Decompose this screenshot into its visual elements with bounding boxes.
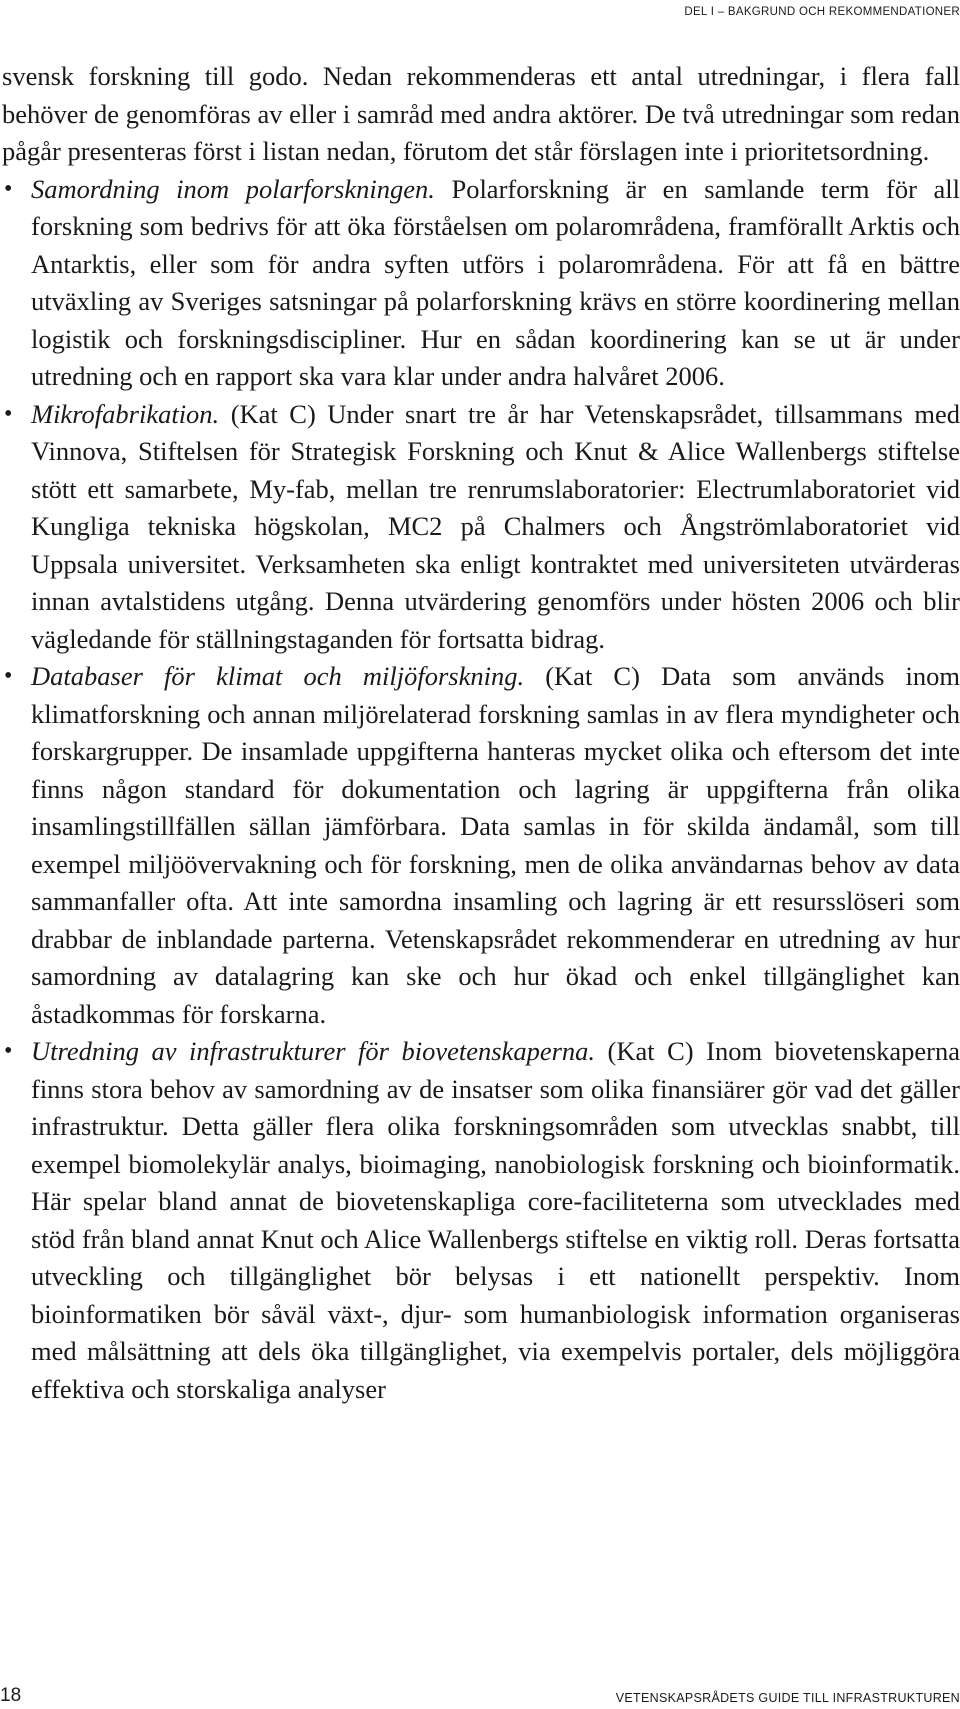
running-head: DEL I – BAKGRUND OCH REKOMMENDATIONER — [684, 6, 960, 18]
list-item-mikrofabrikation — [2, 396, 960, 659]
bullet-icon: • — [4, 663, 13, 689]
publication-title: VETENSKAPSRÅDETS GUIDE TILL INFRASTRUKTUREN — [615, 1691, 960, 1705]
bullet-icon: • — [4, 400, 13, 427]
item-lead: Mikrofabrikation. — [31, 398, 220, 429]
intro-paragraph: svensk forskning till godo. Nedan rekommenderas ett antal utredningar, i flera fall behöver de genomföras av eller i samråd med andra aktörer. De två utredningar som redan pågår presenteras först i listan nedan, förutom det står förslagen inte i prioritetsordning. — [2, 61, 960, 166]
bullet-icon: • — [4, 1038, 13, 1064]
page-number: 18 — [0, 1685, 22, 1706]
body-text — [2, 58, 960, 1408]
item-lead: Samordning inom polarforskningen. — [31, 173, 435, 204]
list-item-databaser — [2, 658, 960, 1033]
item-text: Polarforskning är en samlande term för all forskning som bedrivs för att öka förståelsen om polarområdena, framförallt Arktis och Antarktis, eller som för andra syften utförs i polarområdena. För att få en bättre utväxling av Sveriges satsningar på polarforskning krävs en större koordinering mellan logistik och forskningsdiscipliner. Hur en sådan koordinering kan se ut är under utredning och en rapport ska vara klar under andra halvåret 2006. — [31, 173, 960, 391]
list-item-polar — [2, 171, 960, 396]
list-item-biovetenskap — [2, 1033, 960, 1408]
bullet-icon: • — [4, 175, 13, 202]
item-text: (Kat C) Under snart tre år har Vetenskapsrådet, tillsammans med Vinnova, Stiftelsen för Strategisk Forskning och Knut & Alice Wallenbergs stiftelse stött ett samarbete, My-fab, mellan tre renrumslaboratorier: Electrumlaboratoriet vid Kungliga tekniska högskolan, MC2 på Chalmers och Ångströmlaboratoriet vid Uppsala universitet. Verksamheten ska enligt kontraktet med universiteten utvärderas innan avtalstidens utgång. Denna utvärdering genomförs under hösten 2006 och blir vägledande för ställningstaganden för fortsatta bidrag. — [31, 398, 960, 654]
item-text: (Kat C) Inom biovetenskaperna finns stora behov av samordning av de insatser som olika finansiärer gör vad det gäller infrastruktur. Detta gäller flera olika forskningsområden som utvecklas snabbt, till exempel biomolekylär analys, bioimaging, nanobiologisk forskning och bioinformatik. Här spelar bland annat de biovetenskapliga core-faciliteterna som utvecklades med stöd från bland annat Knut och Alice Wallenbergs stiftelse en viktig roll. Deras fortsatta utveckling och tillgänglighet bör belysas i ett nationellt perspektiv. Inom bioinformatiken bör såväl växt-, djur- som humanbiologisk information organiseras med målsättning att dels öka tillgänglighet, via exempelvis portaler, dels möjliggöra effektiva och storskaliga analyser — [31, 1036, 960, 1404]
item-text: (Kat C) Data som används inom klimatforskning och annan miljörelaterad forskning samlas in av flera myndigheter och forskargrupper. De insamlade uppgifterna hanteras mycket olika och eftersom det inte finns någon standard för dokumentation och lagring är uppgifterna från olika insamlingstillfällen sällan jämförbara. Data samlas in för skilda ändamål, som till exempel miljöövervakning och för forskning, men de olika användarnas behov av data sammanfaller ofta. Att inte samordna insamling och lagring är ett resursslöseri som drabbar de inblandade parterna. Vetenskapsrådet rekommenderar en utredning av hur samordning av datalagring kan ske och hur ökad och enkel tillgänglighet kan åstadkommas för forskarna. — [31, 661, 960, 1029]
recommendation-list — [2, 171, 960, 1409]
item-lead: Utredning av infrastrukturer för biovetenskaperna. — [31, 1036, 596, 1066]
item-lead: Databaser för klimat och miljöforskning. — [31, 661, 525, 691]
